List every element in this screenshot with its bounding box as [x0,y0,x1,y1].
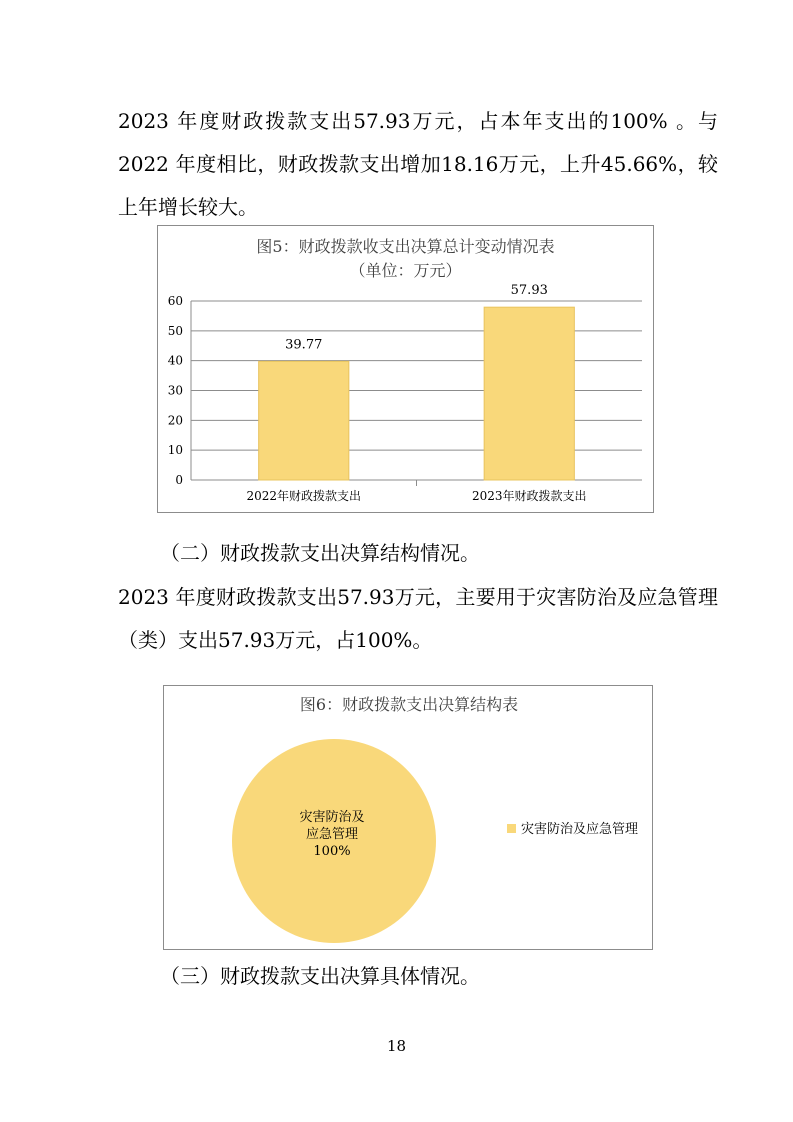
x-tick-label: 2023年财政拨款支出 [471,489,587,503]
bar-chart [157,225,654,513]
bar-chart-plot [158,226,653,512]
bar [259,361,349,480]
chart-title: 图6：财政拨款支出决算结构表 [299,695,519,714]
data-label: 57.93 [510,283,548,299]
x-tick-label: 2022年财政拨款支出 [246,489,362,503]
paragraph-2: 2023 年度财政拨款支出57.93万元，主要用于灾害防治及应急管理（类）支出57.93万元，占100%。 [118,585,718,652]
page-number: 18 [386,1037,407,1055]
pie-chart-plot [164,686,652,949]
slice-label: 应急管理 [305,827,359,842]
chart-subtitle: （单位：万元） [349,261,462,280]
y-tick-label: 20 [167,413,183,428]
y-tick-label: 10 [167,443,183,458]
chart-title: 图5：财政拨款收支出决算总计变动情况表 [256,237,555,256]
y-tick-label: 60 [167,294,183,308]
y-tick-label: 0 [175,473,183,487]
data-label: 39.77 [285,337,323,353]
y-tick-label: 50 [167,323,183,338]
bar [484,307,574,480]
legend-swatch [507,824,516,833]
section-heading-3: （三）财政拨款支出决算具体情况。 [160,964,480,988]
paragraph-1: 2023 年度财政拨款支出57.93万元，占本年支出的100% 。与2022 年度相比，财政拨款支出增加18.16万元，上升45.66%，较上年增长较大。 [118,109,718,219]
slice-label: 100% [313,844,351,859]
y-tick-label: 30 [167,383,183,398]
slice-label: 灾害防治及 [299,810,365,825]
section-heading-2: （二）财政拨款支出决算结构情况。 [160,541,480,565]
pie-chart [163,685,653,950]
y-tick-label: 40 [167,353,183,368]
legend-label: 灾害防治及应急管理 [521,822,639,837]
